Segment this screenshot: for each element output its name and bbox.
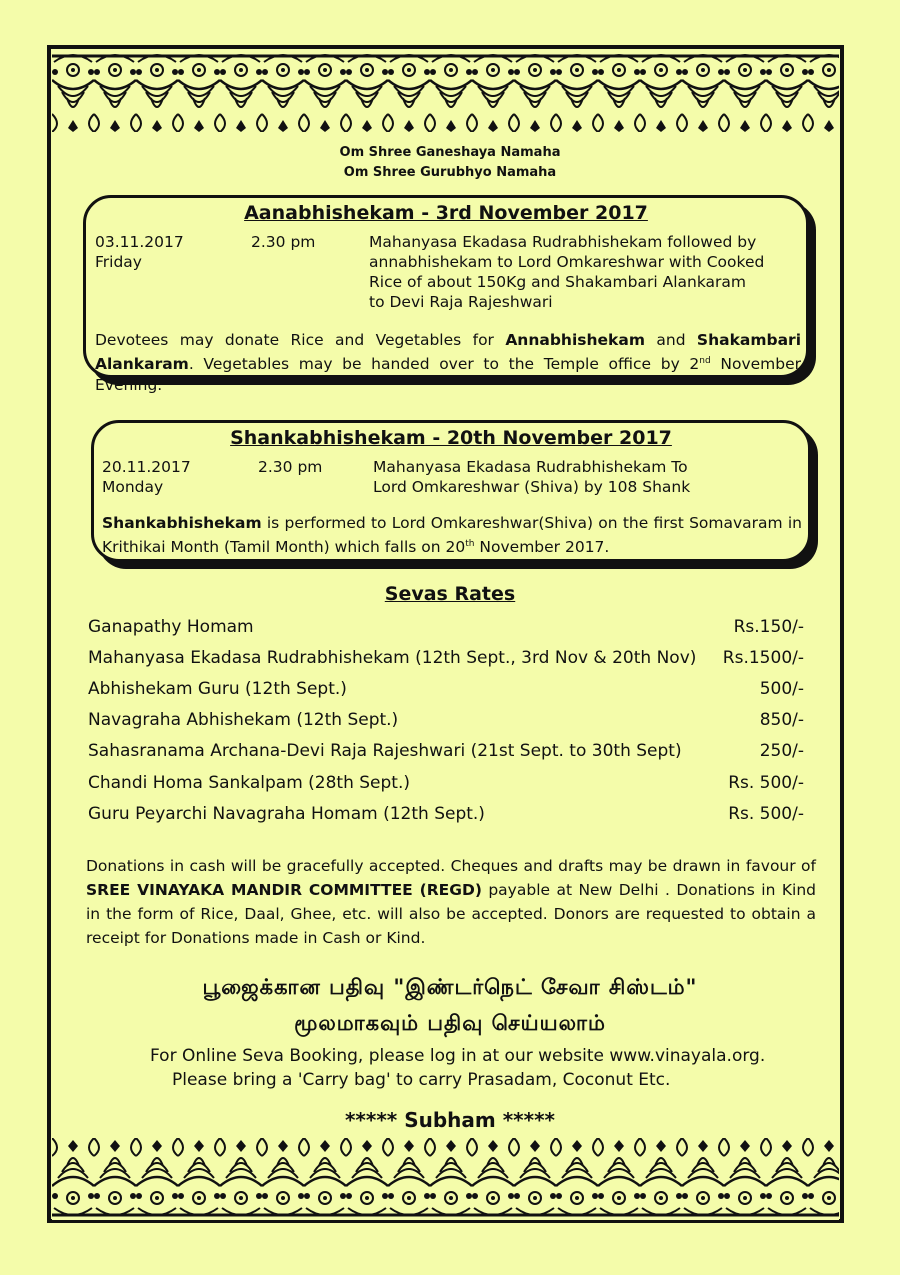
- invocation-line-2: Om Shree Gurubhyo Namaha: [343, 165, 557, 180]
- annabhishekam-box: [83, 195, 809, 395]
- seva-row: [88, 617, 804, 647]
- annabhishekam-desc-3: Rice of about 150Kg and Shakambari Alankaram: [369, 273, 746, 291]
- shankabhishekam-date: 20.11.2017: [102, 458, 191, 476]
- seva-rate: Rs. 500/-: [728, 773, 804, 793]
- shankabhishekam-note: Shankabhishekam is performed to Lord Omkareshwar(Shiva) on the first Somavaram in Krithikai Month (Tamil Month) which falls on 20th November 2017.: [102, 514, 802, 557]
- seva-row: [88, 804, 804, 834]
- seva-row: [88, 648, 804, 678]
- annabhishekam-time: 2.30 pm: [251, 233, 316, 251]
- annabhishekam-day: Friday: [95, 253, 142, 271]
- invocation-line-1: Om Shree Ganeshaya Namaha: [339, 145, 561, 160]
- online-booking-text: For Online Seva Booking, please log in at our website www.vinayala.org.: [150, 1046, 766, 1066]
- shankabhishekam-time: 2.30 pm: [258, 458, 323, 476]
- shankabhishekam-desc-2: Lord Omkareshwar (Shiva) by 108 Shank: [373, 478, 691, 496]
- seva-name: Navagraha Abhishekam (12th Sept.): [88, 710, 399, 730]
- tamil-line-2: மூலமாகவும் பதிவு செய்யலாம்: [294, 1011, 606, 1035]
- seva-rate: Rs.1500/-: [722, 648, 804, 668]
- seva-rate: 850/-: [759, 710, 804, 730]
- annabhishekam-note: Devotees may donate Rice and Vegetables for Annabhishekam and Shakambari Alankaram. Vegetables may be handed over to the Temple office by 2nd November Evening.: [95, 331, 802, 395]
- seva-name: Chandi Homa Sankalpam (28th Sept.): [88, 773, 411, 793]
- subham: ***** Subham *****: [344, 1108, 556, 1132]
- decorative-border-bottom: [52, 1138, 839, 1220]
- annabhishekam-desc-2: annabhishekam to Lord Omkareshwar with Cooked: [369, 253, 765, 271]
- seva-name: Mahanyasa Ekadasa Rudrabhishekam (12th Sept., 3rd Nov & 20th Nov): [88, 648, 697, 668]
- seva-name: Ganapathy Homam: [88, 617, 254, 637]
- shankabhishekam-box: [91, 420, 811, 562]
- carry-bag-text: Please bring a 'Carry bag' to carry Prasadam, Coconut Etc.: [172, 1070, 671, 1090]
- donations-paragraph: Donations in cash will be gracefully accepted. Cheques and drafts may be drawn in favour of SREE VINAYAKA MANDIR COMMITTEE (REGD) payable at New Delhi . Donations in Kind in the form of Rice, Daal, Ghee, etc. will also be accepted. Donors are requested to obtain a receipt for Donations made in Cash or Kind.: [86, 857, 816, 947]
- seva-name: Abhishekam Guru (12th Sept.): [88, 679, 347, 699]
- annabhishekam-date: 03.11.2017: [95, 233, 184, 251]
- seva-rate: Rs.150/-: [733, 617, 804, 637]
- annabhishekam-desc-1: Mahanyasa Ekadasa Rudrabhishekam followed by: [369, 233, 757, 251]
- seva-row: [88, 741, 804, 771]
- seva-row: [88, 773, 804, 803]
- seva-rate: 250/-: [759, 741, 804, 761]
- seva-name: Guru Peyarchi Navagraha Homam (12th Sept.): [88, 804, 485, 824]
- shankabhishekam-title: Shankabhishekam - 20th November 2017: [230, 427, 672, 449]
- sevas-heading: Sevas Rates: [384, 583, 516, 605]
- shankabhishekam-desc-1: Mahanyasa Ekadasa Rudrabhishekam To: [373, 458, 688, 476]
- seva-row: [88, 710, 804, 740]
- seva-rate: 500/-: [759, 679, 804, 699]
- seva-rate: Rs. 500/-: [728, 804, 804, 824]
- annabhishekam-title: Aanabhishekam - 3rd November 2017: [244, 202, 648, 224]
- shankabhishekam-day: Monday: [102, 478, 164, 496]
- tamil-line-1: பூஜைக்கான பதிவு "இண்டர்நெட் சேவா சிஸ்டம்": [202, 975, 698, 999]
- seva-name: Sahasranama Archana-Devi Raja Rajeshwari (21st Sept. to 30th Sept): [88, 741, 682, 761]
- seva-row: [88, 679, 804, 709]
- decorative-border-top: [52, 50, 839, 132]
- annabhishekam-desc-4: to Devi Raja Rajeshwari: [369, 293, 553, 311]
